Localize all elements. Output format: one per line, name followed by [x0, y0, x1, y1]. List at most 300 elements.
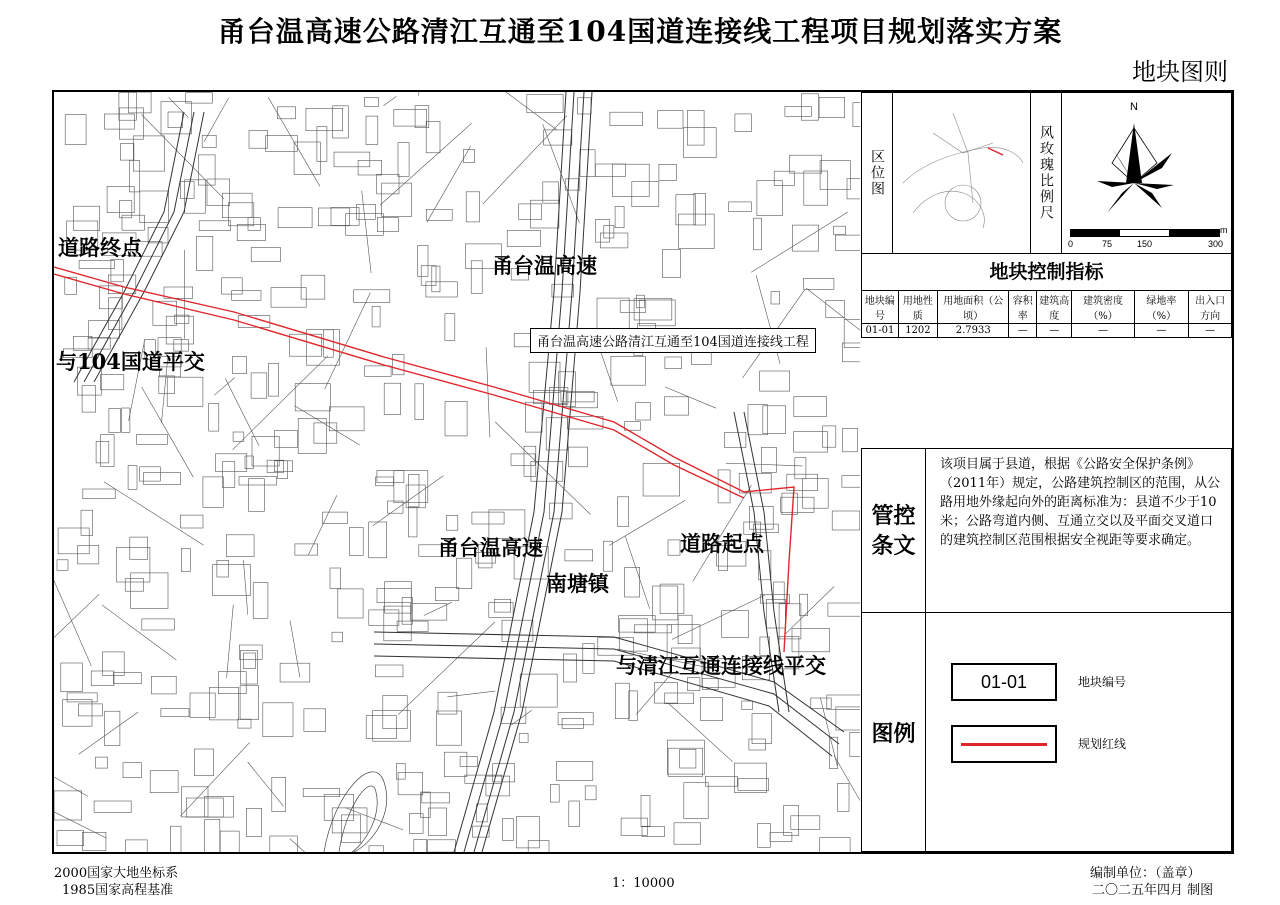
parcel-block [519, 204, 542, 220]
parcel-block [338, 589, 363, 618]
parcel-block [372, 306, 380, 327]
parcel-block [820, 161, 850, 190]
parcel-block [82, 386, 96, 412]
parcel-block [301, 275, 325, 299]
parcel-block [820, 838, 850, 852]
parcel-block [428, 840, 456, 852]
map-area[interactable] [54, 92, 860, 852]
parcel-block [393, 354, 404, 374]
parcel-block [171, 826, 182, 852]
parcel-block [748, 405, 768, 435]
parcel-block [329, 407, 364, 431]
parcel-block [502, 819, 513, 841]
parcel-block [159, 376, 175, 394]
parcel-block [795, 458, 806, 479]
rules-label: 管控条文 [871, 502, 916, 559]
parcel-block [494, 599, 510, 612]
parcel-block [324, 330, 334, 357]
parcel-block [144, 472, 181, 484]
road-line [180, 742, 249, 816]
parcel-block [787, 474, 818, 490]
parcel-block [366, 116, 378, 144]
parcel-block [57, 560, 68, 571]
parcel-block [658, 111, 683, 129]
parcel-block [142, 619, 175, 630]
parcel-block [377, 217, 398, 231]
table-row [862, 324, 1232, 338]
parcel-block [277, 107, 295, 119]
hill-contours [324, 772, 387, 852]
parcel-block [642, 826, 664, 836]
parcel-block [203, 477, 223, 507]
parcel-block [111, 260, 124, 282]
parcel-block [366, 716, 396, 739]
parcel-block [636, 295, 644, 308]
parcel-block [373, 711, 411, 742]
parcel-block [853, 103, 860, 127]
parcel-block [239, 477, 277, 485]
parcel-block [217, 560, 229, 577]
parcel-block [220, 831, 239, 852]
parcel-block [742, 701, 753, 710]
parcel-block [324, 794, 354, 820]
parcel-block [57, 831, 84, 846]
header-land-use: 用地性质 [898, 291, 937, 324]
parcel-block [757, 181, 783, 216]
parcel-block [445, 402, 467, 436]
parcel-block [615, 206, 624, 227]
legend-red-line-swatch [961, 743, 1047, 746]
rules-label-cell [861, 448, 926, 613]
scale-tick-75: 75 [1102, 239, 1113, 249]
parcel-block [774, 582, 785, 603]
parcel-block [653, 586, 678, 620]
parcel-block [369, 522, 387, 558]
road-line [495, 422, 590, 515]
parcel-block [823, 426, 836, 447]
parcel-block [252, 436, 279, 466]
parcel-block [280, 663, 310, 682]
parcel-block [791, 816, 820, 830]
parcel-block [634, 299, 672, 320]
parcel-block [550, 785, 559, 803]
parcel-block [298, 419, 326, 454]
prepared-by: 编制单位：（盖章） [1090, 866, 1201, 881]
parcel-block [167, 377, 203, 406]
parcel-block [398, 143, 409, 177]
parcel-block [151, 676, 176, 694]
parcel-block [832, 511, 860, 530]
parcel-block [794, 397, 827, 417]
parcel-block [610, 112, 643, 125]
parcel-block [109, 408, 120, 432]
scale-tick-0: 0 [1068, 239, 1074, 249]
parcel-block [251, 373, 267, 398]
parcel-block [676, 195, 696, 225]
parcel-block [836, 707, 860, 730]
parcel-block [334, 152, 370, 167]
parcel-block [128, 466, 137, 490]
road-line [398, 622, 495, 715]
parcel-block [140, 467, 161, 481]
parcel-block [233, 356, 247, 373]
parcel-block [486, 776, 510, 796]
parcel-block [531, 200, 559, 228]
legend-body [925, 612, 1232, 852]
parcel-block [278, 208, 312, 228]
parcel-block [304, 709, 326, 732]
parcel-block [426, 209, 452, 220]
parcel-block [562, 718, 583, 728]
parcel-block [213, 565, 251, 596]
road-line [373, 476, 444, 526]
parcel-block [123, 763, 141, 778]
parcel-block [632, 182, 659, 207]
parcel-block [753, 218, 761, 250]
parcel-block [294, 142, 320, 174]
parcel-block [770, 833, 792, 842]
parcel-block [426, 282, 457, 297]
road-line [227, 605, 234, 678]
parcel-block [604, 226, 614, 239]
road-line [243, 560, 247, 614]
parcel-block [150, 771, 178, 793]
parcel-block [665, 397, 689, 415]
parcel-block [226, 535, 254, 557]
parcel-block [684, 783, 708, 819]
road-line [362, 191, 371, 273]
parcel-block [377, 471, 404, 483]
parcel-block [81, 510, 93, 535]
header-height: 建筑高度 [1037, 291, 1072, 324]
parcel-block [314, 423, 337, 443]
label-highway-bottom: 甬台温高速 [438, 535, 543, 560]
parcel-block [99, 286, 122, 309]
parcel-block [528, 841, 549, 852]
parcel-block [82, 832, 106, 850]
parcel-block [565, 550, 593, 561]
parcel-block [94, 801, 131, 812]
parcel-block [204, 797, 233, 818]
parcel-block [556, 762, 592, 781]
parcel-block [668, 748, 703, 776]
road-line [54, 570, 91, 667]
parcel-block [268, 363, 278, 396]
road-line [726, 463, 803, 466]
north-label: N [1130, 101, 1138, 113]
road-line [786, 587, 835, 634]
parcel-block [384, 606, 411, 641]
parcel-block [804, 171, 828, 205]
parcel-block [678, 615, 692, 643]
cell-land-use: 1202 [898, 324, 937, 338]
parcel-block [113, 673, 141, 684]
parcel-block [54, 791, 82, 820]
highway-corridor [454, 92, 592, 852]
parcel-block [365, 366, 391, 376]
label-road-start: 道路起点 [680, 531, 764, 556]
parcel-block [67, 693, 97, 702]
parcel-block [161, 102, 191, 134]
parcel-block [384, 383, 401, 414]
parcel-block [678, 214, 714, 248]
parcel-block [519, 734, 528, 743]
label-104-intersection: 与104国道平交 [56, 349, 205, 374]
road-line [248, 762, 284, 806]
parcel-block [611, 356, 645, 385]
parcel-block [105, 711, 120, 745]
control-table [861, 290, 1232, 338]
parcel-block [422, 793, 450, 803]
parcel-block [394, 471, 428, 503]
parcel-block [218, 672, 246, 694]
parcel-block [58, 528, 89, 554]
cell-land-area: 2.7933 [938, 324, 1009, 338]
parcel-block [596, 219, 610, 242]
parcel-block [489, 603, 513, 618]
parcel-block [507, 230, 540, 246]
parcel-block [792, 629, 830, 652]
location-map-label-cell [861, 92, 893, 254]
parcel-block [375, 665, 403, 677]
parcel-block [295, 544, 318, 555]
location-map [892, 92, 1031, 254]
parcel-block [457, 558, 472, 589]
parcel-block [520, 674, 557, 707]
scale-unit: m [1220, 225, 1228, 235]
parcel-block [790, 155, 822, 173]
parcel-block [429, 808, 447, 836]
parcel-block [578, 98, 592, 114]
parcel-block [563, 654, 576, 682]
wind-rose-cell [1061, 92, 1232, 254]
project-callout: 甬台温高速公路清江互通至104国道连接线工程 [530, 328, 816, 353]
parcel-block [629, 691, 638, 721]
road-line [458, 92, 557, 130]
parcel-block [243, 653, 255, 669]
parcel-block [332, 632, 343, 642]
parcel-block [103, 652, 125, 676]
parcel-block [771, 292, 780, 304]
parcel-block [493, 764, 515, 782]
parcel-block [435, 587, 459, 600]
parcel-block [674, 823, 701, 844]
parcel-block [119, 92, 136, 120]
parcel-block [65, 115, 86, 145]
parcel-block [409, 814, 423, 834]
parcel-block [133, 136, 164, 171]
road-line [54, 775, 88, 796]
parcel-block [303, 789, 340, 797]
legend-parcel-code-box: 01-01 [951, 663, 1057, 701]
parcel-block [446, 515, 458, 530]
parcel-block [421, 266, 436, 286]
coord-system: 2000国家大地坐标系 [54, 866, 179, 881]
parcel-block [612, 164, 649, 196]
parcel-block [738, 779, 769, 791]
parcel-block [223, 462, 235, 488]
parcel-block [318, 208, 349, 226]
parcel-block [350, 528, 364, 556]
parcel-block [125, 579, 143, 592]
parcel-block [342, 815, 361, 843]
location-map-label: 区位图 [869, 149, 885, 197]
parcel-block [238, 719, 251, 728]
parcel-block [180, 515, 203, 528]
parcel-block [354, 290, 390, 303]
parcel-block [181, 548, 190, 571]
prepared-date: 二〇二五年四月 制图 [1092, 883, 1214, 898]
road-line [104, 482, 204, 546]
parcel-block [119, 108, 143, 139]
parcel-block [246, 808, 261, 836]
parcel-block [828, 603, 860, 616]
compass-label: 风玫瑰比例尺 [1038, 125, 1054, 221]
info-panel [861, 92, 1232, 852]
parcel-block [597, 298, 629, 329]
parcel-block [803, 479, 829, 509]
parcel-block [803, 278, 834, 289]
parcel-block [418, 245, 428, 276]
parcel-block [620, 301, 646, 313]
parcel-block [101, 435, 115, 467]
parcel-block [722, 611, 749, 638]
parcel-block [749, 739, 766, 750]
parcel-block [228, 203, 253, 226]
parcel-block [725, 432, 746, 447]
parcel-block [527, 95, 563, 113]
parcel-block [585, 786, 596, 800]
parcel-block [436, 711, 461, 745]
parcel-block [784, 805, 799, 835]
elevation-datum: 1985国家高程基准 [62, 883, 174, 898]
parcel-block [129, 92, 152, 113]
parcel-block [735, 114, 751, 132]
road-line [625, 536, 650, 609]
parcel-block [78, 545, 99, 564]
rules-text-cell [925, 448, 1232, 613]
cell-far: — [1009, 324, 1037, 338]
parcel-block [834, 226, 846, 234]
parcel-block [460, 757, 477, 767]
parcel-block [819, 97, 845, 117]
header-land-area: 用地面积（公顷） [938, 291, 1009, 324]
parcel-block [199, 221, 230, 231]
parcel-block [826, 301, 845, 318]
parcel-block [410, 604, 446, 621]
label-qingjiang-intersection: 与清江互通连接线平交 [616, 653, 826, 678]
base-map [54, 92, 860, 852]
map-scale: 1：10000 [612, 876, 675, 891]
parcel-block [330, 568, 341, 589]
parcel-block [615, 683, 629, 718]
road-line [54, 594, 99, 659]
parcel-block [249, 131, 268, 149]
road-line [308, 495, 337, 555]
parcel-block [205, 819, 220, 852]
parcel-block [558, 713, 593, 725]
parcel-block [253, 583, 268, 619]
road-line [672, 595, 765, 639]
parcel-block [74, 206, 100, 230]
road-line [142, 115, 225, 199]
road-line [225, 379, 259, 446]
parcel-block [317, 127, 327, 162]
parcel-block [240, 686, 258, 720]
parcel-block [639, 300, 675, 326]
parcel-block [126, 840, 148, 852]
cell-green: — [1134, 324, 1189, 338]
parcel-block [239, 645, 262, 659]
parcel-block [109, 298, 122, 330]
parcel-block [838, 783, 850, 811]
road-line [294, 406, 359, 445]
parcel-block [396, 764, 405, 780]
parcel-block [306, 108, 343, 130]
parcel-block [785, 107, 812, 117]
parcel-block [660, 584, 684, 614]
parcel-block [161, 709, 189, 717]
parcel-block [761, 447, 776, 472]
road-line [214, 378, 235, 396]
road-line [419, 92, 420, 96]
parcel-block [383, 696, 407, 729]
parcel-block [251, 248, 280, 262]
parcel-block [426, 122, 440, 153]
road-line [79, 712, 139, 754]
parcel-block [444, 752, 467, 777]
parcel-block [729, 202, 752, 212]
parcel-block [595, 164, 625, 177]
parcel-block [659, 164, 677, 180]
parcel-block [197, 236, 213, 270]
header-parcel-code: 地块编号 [862, 291, 899, 324]
parcel-block [569, 447, 588, 467]
parcel-block [248, 218, 261, 231]
parcel-block [78, 704, 102, 716]
control-title: 地块控制指标 [861, 253, 1232, 291]
parcel-block [668, 540, 680, 555]
parcel-block [96, 757, 108, 768]
parcel-block [140, 191, 169, 223]
parcel-block [603, 541, 612, 571]
cell-entrance: — [1189, 324, 1232, 338]
parcel-block [101, 375, 124, 390]
parcel-block [333, 106, 349, 138]
header-entrance: 出入口方向 [1189, 291, 1232, 324]
label-town: 南塘镇 [546, 571, 609, 596]
parcel-block [357, 204, 376, 219]
parcel-block [569, 801, 580, 827]
parcel-block [636, 403, 651, 420]
parcel-block [232, 291, 261, 301]
parcel-block [763, 406, 786, 434]
parcel-block [734, 763, 766, 793]
cell-parcel-code: 01-01 [862, 324, 899, 338]
drawing-title: 甬台温高速公路清江互通至104国道连接线工程项目规划落实方案 [217, 15, 1063, 48]
parcel-block [376, 477, 394, 486]
header-green: 绿地率（%） [1134, 291, 1189, 324]
parcel-block [471, 261, 482, 294]
legend-parcel-label: 地块编号 [1078, 675, 1127, 689]
parcel-block [394, 110, 427, 127]
parcel-block [842, 343, 860, 362]
label-road-end: 道路终点 [58, 235, 142, 260]
parcel-block [83, 489, 115, 499]
parcel-block [63, 700, 92, 727]
parcel-block [377, 588, 411, 602]
parcel-block [61, 663, 83, 692]
